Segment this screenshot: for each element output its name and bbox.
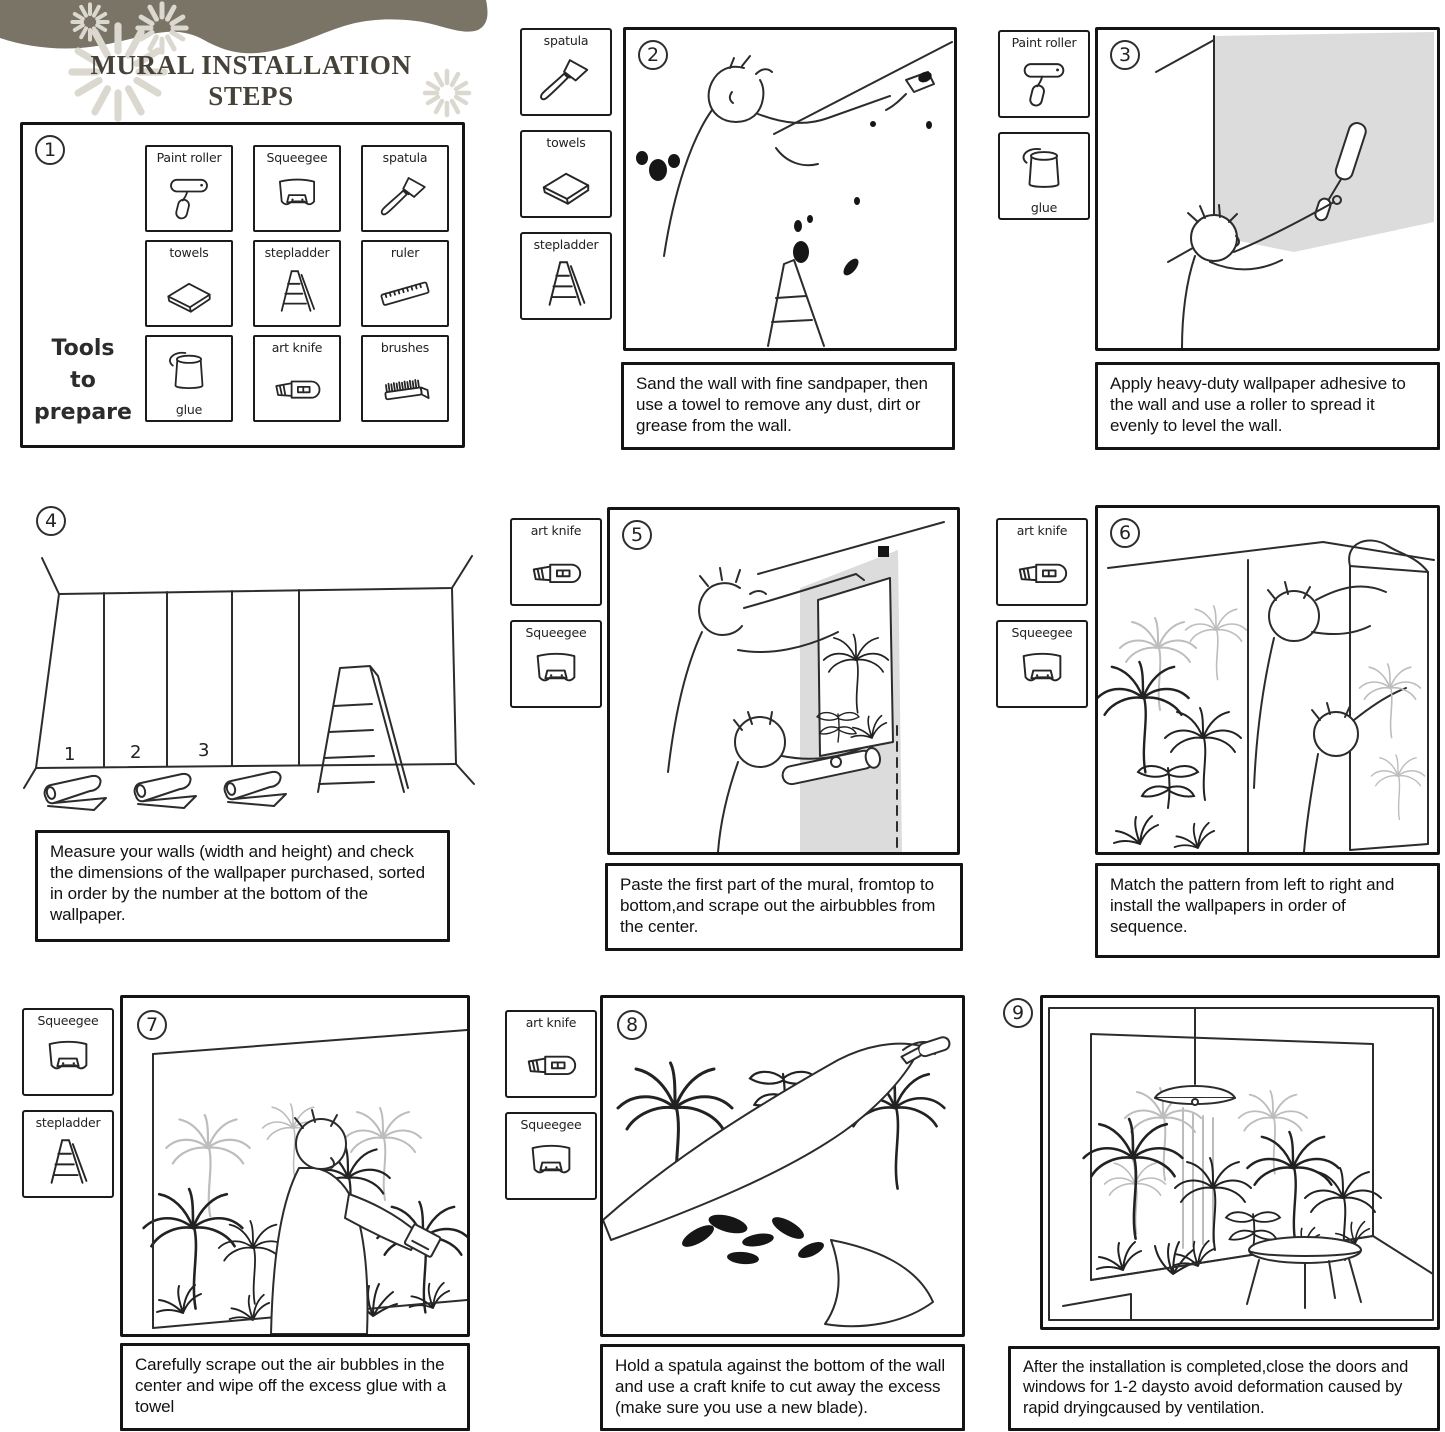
step2-number-badge: 2 [638, 40, 668, 70]
tool-label: art knife [525, 1015, 577, 1030]
step3-scene-rolling-adhesive [1098, 30, 1437, 348]
step2-tool-towels [520, 130, 612, 218]
tool-label: Squeegee [37, 1013, 99, 1028]
step5-caption: Paste the first part of the mural, fromtop to bottom,and scrape out the airbubbles from the center. [605, 863, 963, 951]
art-knife-icon [527, 538, 585, 601]
paint-roller-icon [1015, 50, 1073, 113]
wall-panel-number: 3 [198, 740, 210, 761]
toolcell-glue [145, 335, 233, 422]
wall-panel-number: 2 [130, 742, 142, 763]
step2-illustration [623, 27, 957, 351]
step3-caption: Apply heavy-duty wallpaper adhesive to the wall and use a roller to spread it evenly to level the wall. [1095, 362, 1440, 450]
step8-tool-art-knife [505, 1010, 597, 1098]
step6-caption: Match the pattern from left to right and install the wallpapers in order of sequence. [1095, 863, 1440, 958]
step8-scene-trim-excess [603, 998, 962, 1334]
step4-number-badge: 4 [36, 506, 66, 536]
tool-label: stepladder [35, 1115, 101, 1130]
step3-number-badge: 3 [1110, 40, 1140, 70]
tool-label: art knife [271, 340, 323, 355]
tool-label: Squeegee [1011, 625, 1073, 640]
step3-tool-glue [998, 132, 1090, 220]
squeegee-icon [527, 640, 585, 703]
step2-caption: Sand the wall with fine sandpaper, then use a towel to remove any dust, dirt or grease from the wall. [621, 362, 955, 450]
tool-label: art knife [530, 523, 582, 538]
towels-icon [537, 150, 595, 213]
tool-label: glue [1030, 200, 1058, 215]
art-knife-icon [522, 1030, 580, 1093]
tool-label: Paint roller [1011, 35, 1077, 50]
tools-heading-line: Tools [51, 336, 115, 361]
step7-caption: Carefully scrape out the air bubbles in the center and wipe off the excess glue with a towel [120, 1343, 470, 1431]
step7-scene-smooth-bubbles [123, 998, 467, 1334]
step6-scene-match-pattern [1098, 508, 1437, 852]
step9-caption: After the installation is completed,close the doors and windows for 1-2 daysto avoid deformation caused by rapid dryingcaused by ventilation. [1008, 1346, 1440, 1431]
tools-grid [145, 145, 449, 422]
toolcell-paint-roller [145, 145, 233, 232]
step9-illustration [1040, 995, 1440, 1330]
tool-label: brushes [380, 340, 430, 355]
art-knife-icon [1013, 538, 1071, 601]
art-knife-icon [270, 355, 324, 417]
step2-scene-sanding-wall [626, 30, 954, 348]
toolcell-spatula [361, 145, 449, 232]
step4-scene-measure-wall [22, 498, 487, 828]
toolcell-squeegee [253, 145, 341, 232]
step6-tool-art-knife [996, 518, 1088, 606]
squeegee-icon [270, 165, 324, 227]
spatula-icon [378, 165, 432, 227]
step5-number-badge: 5 [622, 520, 652, 550]
step3-illustration [1095, 27, 1440, 351]
page-title: MURAL INSTALLATION STEPS [90, 50, 412, 111]
step4-caption: Measure your walls (width and height) and check the dimensions of the wallpaper purchased, sorted in order by the number at the bottom of the wallpaper. [35, 830, 450, 942]
step3-tool-paint-roller [998, 30, 1090, 118]
glue-icon [162, 340, 216, 402]
tool-label: Squeegee [520, 1117, 582, 1132]
stepladder-icon [270, 260, 324, 322]
tools-heading [31, 333, 135, 429]
step1-number-badge: 1 [35, 135, 65, 165]
step7-illustration [120, 995, 470, 1337]
tool-label: spatula [543, 33, 589, 48]
toolcell-stepladder [253, 240, 341, 327]
step5-illustration [607, 507, 960, 855]
spatula-icon [537, 48, 595, 111]
toolcell-towels [145, 240, 233, 327]
step2-tool-stepladder [520, 232, 612, 320]
step7-number-badge: 7 [137, 1010, 167, 1040]
squeegee-icon [39, 1028, 97, 1091]
step9-scene-finished-room [1043, 998, 1437, 1327]
toolcell-art-knife [253, 335, 341, 422]
step8-number-badge: 8 [617, 1010, 647, 1040]
tool-label: Squeegee [525, 625, 587, 640]
tool-label: glue [175, 402, 203, 417]
tool-label: towels [169, 245, 209, 260]
brushes-icon [378, 355, 432, 417]
tool-label: art knife [1016, 523, 1068, 538]
step2-tool-spatula [520, 28, 612, 116]
glue-icon [1015, 137, 1073, 200]
step8-caption: Hold a spatula against the bottom of the wall and use a craft knife to cut away the excess (make sure you use a new blade). [600, 1344, 965, 1431]
tool-label: spatula [382, 150, 428, 165]
tool-label: stepladder [264, 245, 330, 260]
tool-label: ruler [390, 245, 420, 260]
step9-number-badge: 9 [1003, 998, 1033, 1028]
squeegee-icon [522, 1132, 580, 1195]
tool-label: Squeegee [266, 150, 328, 165]
step7-tool-squeegee [22, 1008, 114, 1096]
ruler-icon [378, 260, 432, 322]
paint-roller-icon [162, 165, 216, 227]
tools-heading-line: prepare [34, 399, 132, 425]
step6-tool-squeegee [996, 620, 1088, 708]
toolcell-ruler [361, 240, 449, 327]
tool-label: Paint roller [156, 150, 222, 165]
step5-tool-art-knife [510, 518, 602, 606]
tool-label: stepladder [533, 237, 599, 252]
step8-tool-squeegee [505, 1112, 597, 1200]
tool-label: towels [546, 135, 586, 150]
stepladder-icon [537, 252, 595, 315]
step1-tools-panel [20, 122, 465, 448]
stepladder-icon [39, 1130, 97, 1193]
step5-tool-squeegee [510, 620, 602, 708]
tools-heading-line: to [70, 367, 96, 393]
wall-panel-number: 1 [64, 744, 76, 765]
squeegee-icon [1013, 640, 1071, 703]
step7-tool-stepladder [22, 1110, 114, 1198]
step6-number-badge: 6 [1110, 518, 1140, 548]
step6-illustration [1095, 505, 1440, 855]
step8-illustration [600, 995, 965, 1337]
step5-scene-paste-first-panel [610, 510, 957, 852]
towels-icon [162, 260, 216, 322]
toolcell-brushes [361, 335, 449, 422]
